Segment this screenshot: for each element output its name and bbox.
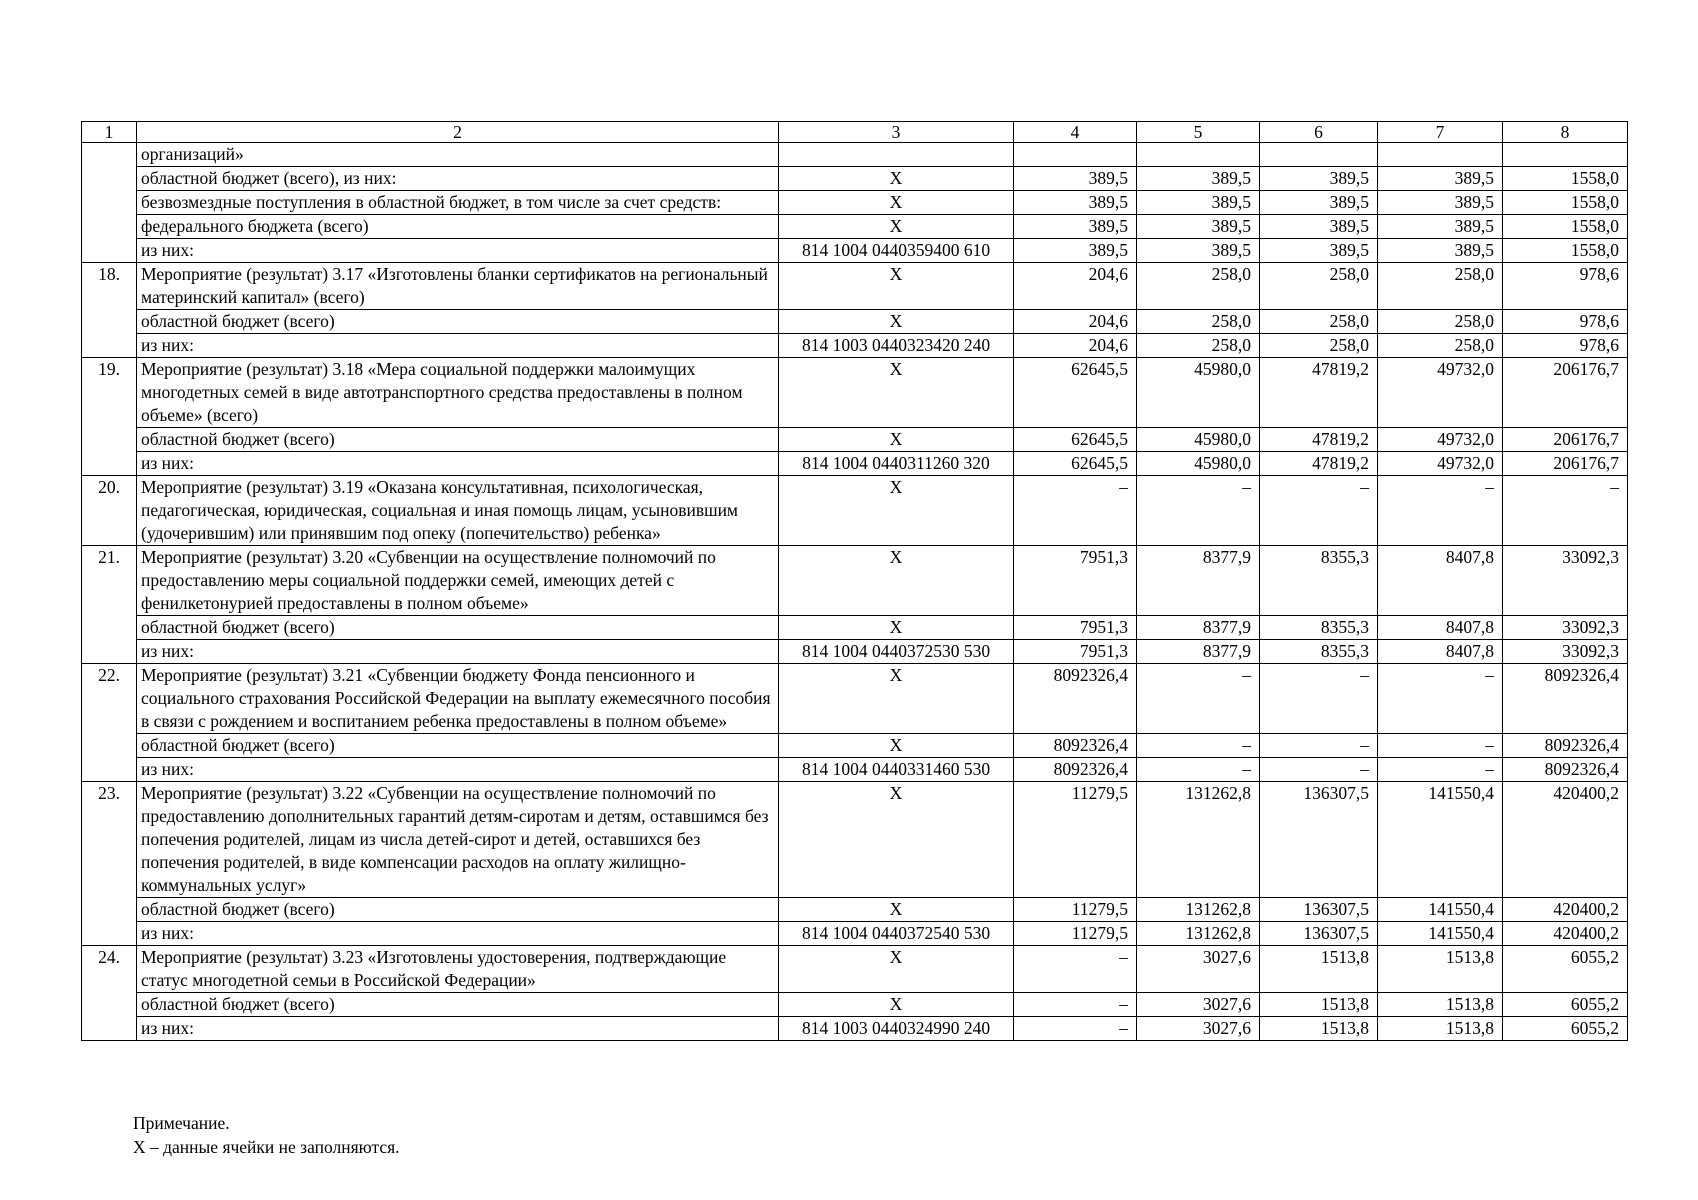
year-value-cell: 389,5 [1260,215,1378,239]
header-cell: 5 [1137,122,1260,143]
description-cell: Мероприятие (результат) 3.22 «Субвенции на осуществление полномочий по предоставлению дополнительных гарантий детям-сиротам и детям, оставшимся без попечения родителей, лицам из числа детей-сирот и детей, оставшихся без попечения родителей, в виде компенсации расходов на оплату жилищно-коммунальных услуг» [137,782,779,898]
description-cell: Мероприятие (результат) 3.19 «Оказана консультативная, психологическая, педагогическая, юридическая, социальная и иная помощь лицам, усыновившим (удочерившим) или принявшим под опеку (попечительство) ребенка» [137,476,779,546]
year-value-cell: 136307,5 [1260,782,1378,898]
budget-code-cell: X [779,191,1014,215]
description-cell: из них: [137,922,779,946]
year-value-cell: 8377,9 [1137,616,1260,640]
year-value-cell: 258,0 [1260,310,1378,334]
table-row [82,191,1628,215]
description-cell: Мероприятие (результат) 3.23 «Изготовлены удостоверения, подтверждающие статус многодетной семьи в Российской Федерации» [137,946,779,993]
budget-code-cell: 814 1004 0440311260 320 [779,452,1014,476]
year-value-cell: 62645,5 [1014,428,1137,452]
budget-code-cell [779,143,1014,167]
total-value-cell: 8092326,4 [1503,734,1628,758]
row-number: 19. [82,358,137,476]
year-value-cell: 204,6 [1014,263,1137,310]
year-value-cell: 1513,8 [1378,993,1503,1017]
description-cell: из них: [137,1017,779,1041]
description-cell: безвозмездные поступления в областной бюджет, в том числе за счет средств: [137,191,779,215]
year-value-cell: 141550,4 [1378,898,1503,922]
year-value-cell: 258,0 [1378,310,1503,334]
row-number: 23. [82,782,137,946]
year-value-cell: – [1137,734,1260,758]
header-cell: 2 [137,122,779,143]
year-value-cell: 258,0 [1378,334,1503,358]
budget-code-cell: 814 1004 0440372540 530 [779,922,1014,946]
table-row [82,758,1628,782]
year-value-cell: 389,5 [1378,215,1503,239]
row-number: 24. [82,946,137,1041]
year-value-cell: 62645,5 [1014,358,1137,428]
table-row [82,734,1628,758]
year-value-cell: 258,0 [1378,263,1503,310]
table-row [82,215,1628,239]
description-cell: из них: [137,239,779,263]
year-value-cell: 389,5 [1137,191,1260,215]
budget-code-cell: 814 1004 0440359400 610 [779,239,1014,263]
table-row [82,334,1628,358]
note-text: X – данные ячейки не заполняются. [133,1137,400,1157]
row-number: 18. [82,263,137,358]
table-row [82,640,1628,664]
total-value-cell: 1558,0 [1503,215,1628,239]
header-cell: 4 [1014,122,1137,143]
year-value-cell: – [1260,734,1378,758]
budget-code-cell: X [779,428,1014,452]
total-value-cell: 33092,3 [1503,546,1628,616]
year-value-cell: 136307,5 [1260,922,1378,946]
year-value-cell: – [1378,758,1503,782]
table-row [82,664,1628,734]
total-value-cell: 420400,2 [1503,922,1628,946]
year-value-cell: 389,5 [1137,239,1260,263]
description-cell: областной бюджет (всего), из них: [137,167,779,191]
year-value-cell: 45980,0 [1137,452,1260,476]
total-value-cell: 206176,7 [1503,452,1628,476]
description-cell: областной бюджет (всего) [137,993,779,1017]
budget-code-cell: X [779,358,1014,428]
year-value-cell: 131262,8 [1137,922,1260,946]
year-value-cell: 8092326,4 [1014,734,1137,758]
year-value-cell [1260,143,1378,167]
year-value-cell: 7951,3 [1014,546,1137,616]
total-value-cell: 978,6 [1503,263,1628,310]
total-value-cell: 1558,0 [1503,191,1628,215]
year-value-cell: 47819,2 [1260,428,1378,452]
description-cell: областной бюджет (всего) [137,428,779,452]
year-value-cell: 1513,8 [1378,1017,1503,1041]
table-row [82,428,1628,452]
description-cell: Мероприятие (результат) 3.17 «Изготовлены бланки сертификатов на региональный материнский капитал» (всего) [137,263,779,310]
budget-code-cell: X [779,946,1014,993]
table-row [82,358,1628,428]
table-body [82,122,1628,1041]
year-value-cell: – [1260,476,1378,546]
description-cell: Мероприятие (результат) 3.20 «Субвенции на осуществление полномочий по предоставлению меры социальной поддержки семей, имеющих детей с фенилкетонурией предоставлены в полном объеме» [137,546,779,616]
table-row [82,546,1628,616]
year-value-cell: 1513,8 [1260,1017,1378,1041]
year-value-cell: 45980,0 [1137,358,1260,428]
year-value-cell: 8407,8 [1378,640,1503,664]
total-value-cell: 33092,3 [1503,640,1628,664]
budget-code-cell: X [779,167,1014,191]
header-cell: 8 [1503,122,1628,143]
header-cell: 3 [779,122,1014,143]
table-row [82,782,1628,898]
year-value-cell [1378,143,1503,167]
year-value-cell: 45980,0 [1137,428,1260,452]
year-value-cell: 389,5 [1014,191,1137,215]
year-value-cell: – [1137,664,1260,734]
budget-code-cell: 814 1003 0440324990 240 [779,1017,1014,1041]
header-row [82,122,1628,143]
description-cell: из них: [137,758,779,782]
budget-code-cell: X [779,782,1014,898]
year-value-cell: 49732,0 [1378,358,1503,428]
year-value-cell: 141550,4 [1378,782,1503,898]
year-value-cell: – [1137,758,1260,782]
total-value-cell: 33092,3 [1503,616,1628,640]
table-row [82,993,1628,1017]
budget-code-cell: X [779,263,1014,310]
table-row [82,946,1628,993]
row-number: 20. [82,476,137,546]
table-row [82,310,1628,334]
year-value-cell: – [1378,664,1503,734]
year-value-cell: 389,5 [1378,167,1503,191]
total-value-cell: 6055,2 [1503,993,1628,1017]
year-value-cell: 8355,3 [1260,616,1378,640]
header-cell: 6 [1260,122,1378,143]
year-value-cell [1137,143,1260,167]
year-value-cell: 3027,6 [1137,946,1260,993]
year-value-cell: 11279,5 [1014,898,1137,922]
year-value-cell: 3027,6 [1137,993,1260,1017]
table-row [82,922,1628,946]
year-value-cell: 47819,2 [1260,452,1378,476]
year-value-cell [1014,143,1137,167]
header-cell: 1 [82,122,137,143]
description-cell: областной бюджет (всего) [137,898,779,922]
year-value-cell: 389,5 [1014,215,1137,239]
total-value-cell: 978,6 [1503,334,1628,358]
description-cell: областной бюджет (всего) [137,734,779,758]
year-value-cell: 258,0 [1137,310,1260,334]
total-value-cell: 1558,0 [1503,239,1628,263]
year-value-cell: 1513,8 [1378,946,1503,993]
budget-table [81,121,1628,1041]
budget-code-cell: X [779,898,1014,922]
year-value-cell: 389,5 [1260,191,1378,215]
table-row [82,616,1628,640]
year-value-cell: 49732,0 [1378,452,1503,476]
total-value-cell: 8092326,4 [1503,664,1628,734]
year-value-cell: – [1260,664,1378,734]
year-value-cell: 204,6 [1014,310,1137,334]
year-value-cell: 389,5 [1378,239,1503,263]
year-value-cell: – [1014,1017,1137,1041]
budget-code-cell: X [779,734,1014,758]
header-cell: 7 [1378,122,1503,143]
total-value-cell: 1558,0 [1503,167,1628,191]
year-value-cell: – [1378,476,1503,546]
year-value-cell: 389,5 [1014,167,1137,191]
year-value-cell: 258,0 [1137,263,1260,310]
total-value-cell: 6055,2 [1503,946,1628,993]
year-value-cell: 389,5 [1014,239,1137,263]
year-value-cell: 8355,3 [1260,546,1378,616]
budget-code-cell: X [779,664,1014,734]
year-value-cell: 7951,3 [1014,640,1137,664]
budget-code-cell: X [779,546,1014,616]
year-value-cell: 47819,2 [1260,358,1378,428]
row-number: 22. [82,664,137,782]
year-value-cell: 8407,8 [1378,616,1503,640]
row-number [82,143,137,263]
total-value-cell: 6055,2 [1503,1017,1628,1041]
year-value-cell: 389,5 [1260,167,1378,191]
description-cell: Мероприятие (результат) 3.18 «Мера социальной поддержки малоимущих многодетных семей в виде автотранспортного средства предоставлены в полном объеме» (всего) [137,358,779,428]
year-value-cell: – [1014,993,1137,1017]
year-value-cell: 8092326,4 [1014,664,1137,734]
description-cell: областной бюджет (всего) [137,616,779,640]
year-value-cell: 141550,4 [1378,922,1503,946]
total-value-cell: 206176,7 [1503,358,1628,428]
budget-code-cell: 814 1003 0440323420 240 [779,334,1014,358]
year-value-cell: 131262,8 [1137,782,1260,898]
total-value-cell: 420400,2 [1503,898,1628,922]
table-row [82,898,1628,922]
budget-code-cell: X [779,616,1014,640]
year-value-cell: 258,0 [1260,334,1378,358]
table-row [82,1017,1628,1041]
budget-code-cell: 814 1004 0440372530 530 [779,640,1014,664]
budget-code-cell: X [779,215,1014,239]
description-cell: из них: [137,452,779,476]
year-value-cell: 49732,0 [1378,428,1503,452]
year-value-cell: 1513,8 [1260,946,1378,993]
year-value-cell: 258,0 [1260,263,1378,310]
year-value-cell: 389,5 [1137,215,1260,239]
description-cell: организаций» [137,143,779,167]
year-value-cell: 7951,3 [1014,616,1137,640]
year-value-cell: 389,5 [1260,239,1378,263]
total-value-cell: 978,6 [1503,310,1628,334]
table-row [82,452,1628,476]
row-number: 21. [82,546,137,664]
year-value-cell: – [1260,758,1378,782]
year-value-cell: – [1014,476,1137,546]
table-row [82,476,1628,546]
budget-code-cell: 814 1004 0440331460 530 [779,758,1014,782]
note-title: Примечание. [133,1113,230,1133]
year-value-cell: 258,0 [1137,334,1260,358]
year-value-cell: 8092326,4 [1014,758,1137,782]
year-value-cell: 1513,8 [1260,993,1378,1017]
table-row [82,143,1628,167]
year-value-cell: 8377,9 [1137,546,1260,616]
table-row [82,239,1628,263]
year-value-cell: 389,5 [1137,167,1260,191]
total-value-cell: 8092326,4 [1503,758,1628,782]
year-value-cell: 8407,8 [1378,546,1503,616]
year-value-cell: 131262,8 [1137,898,1260,922]
total-value-cell: – [1503,476,1628,546]
description-cell: областной бюджет (всего) [137,310,779,334]
description-cell: из них: [137,640,779,664]
year-value-cell: 136307,5 [1260,898,1378,922]
total-value-cell [1503,143,1628,167]
year-value-cell: 8377,9 [1137,640,1260,664]
year-value-cell: 204,6 [1014,334,1137,358]
year-value-cell: – [1378,734,1503,758]
year-value-cell: – [1014,946,1137,993]
budget-code-cell: X [779,310,1014,334]
budget-code-cell: X [779,993,1014,1017]
description-cell: Мероприятие (результат) 3.21 «Субвенции бюджету Фонда пенсионного и социального страхования Российской Федерации на выплату ежемесячного пособия в связи с рождением и воспитанием ребенка предоставлены в полном объеме» [137,664,779,734]
table-row [82,167,1628,191]
total-value-cell: 206176,7 [1503,428,1628,452]
year-value-cell: – [1137,476,1260,546]
total-value-cell: 420400,2 [1503,782,1628,898]
table-row [82,263,1628,310]
year-value-cell: 62645,5 [1014,452,1137,476]
year-value-cell: 11279,5 [1014,922,1137,946]
budget-code-cell: X [779,476,1014,546]
year-value-cell: 389,5 [1378,191,1503,215]
description-cell: из них: [137,334,779,358]
year-value-cell: 11279,5 [1014,782,1137,898]
description-cell: федерального бюджета (всего) [137,215,779,239]
year-value-cell: 3027,6 [1137,1017,1260,1041]
year-value-cell: 8355,3 [1260,640,1378,664]
